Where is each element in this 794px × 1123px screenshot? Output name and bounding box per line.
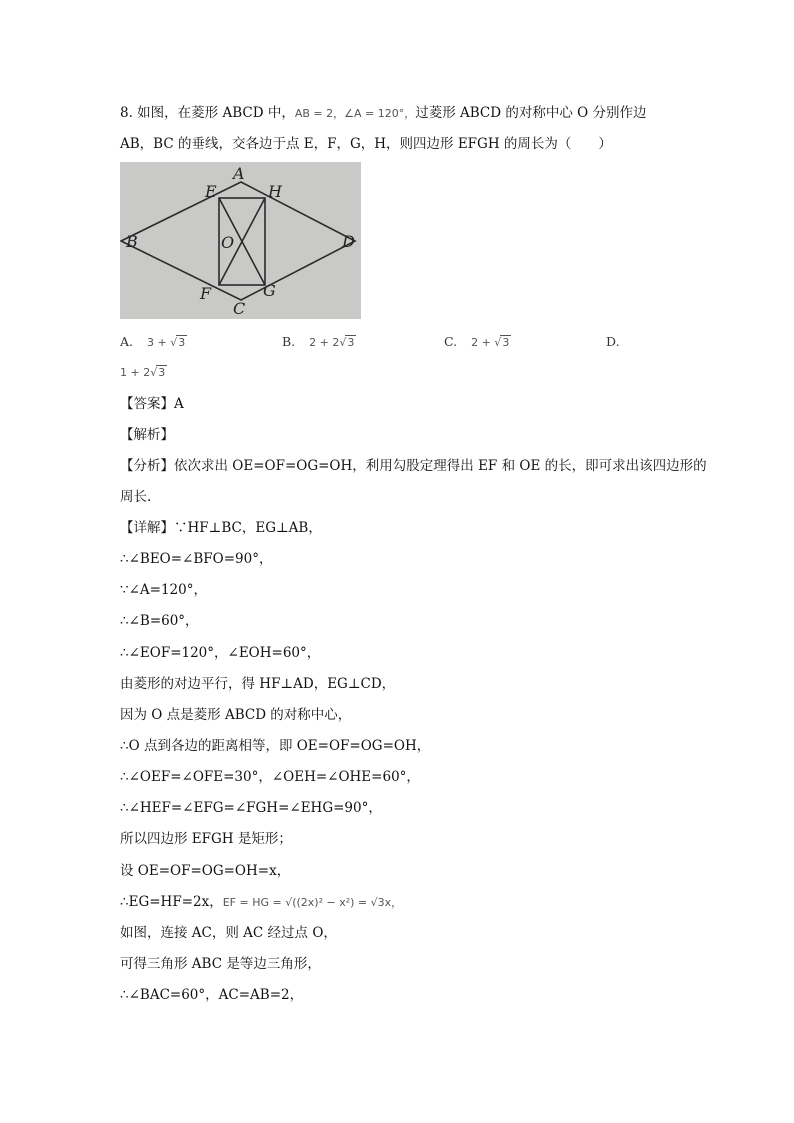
option-d-letter: D. bbox=[606, 334, 620, 349]
sqrt-icon: √ bbox=[170, 336, 178, 349]
question-line-1 bbox=[120, 103, 647, 124]
option-a[interactable] bbox=[120, 334, 187, 349]
detail-line-12: 设 OE=OF=OG=OH=x， bbox=[120, 863, 291, 879]
detail-line-2: ∴∠BEO=∠BFO=90°， bbox=[120, 551, 273, 567]
option-a-expr: 3 + bbox=[147, 336, 171, 349]
option-a-radicand: 3 bbox=[178, 336, 186, 349]
detail-line-4: ∴∠B=60°， bbox=[120, 613, 199, 629]
detail-line-11: 所以四边形 EFGH 是矩形； bbox=[120, 831, 292, 847]
option-c-letter: C. bbox=[444, 334, 458, 349]
detail-line-16: ∴∠BAC=60°，AC=AB=2， bbox=[120, 987, 304, 1003]
analysis-heading: 【解析】 bbox=[120, 427, 174, 443]
question-suffix: 过菱形 ABCD 的对称中心 O 分别作边 bbox=[415, 105, 647, 121]
rhombus-diagram bbox=[120, 162, 361, 319]
label-o: O bbox=[221, 233, 235, 252]
detail-line-14: 如图，连接 AC，则 AC 经过点 O， bbox=[120, 925, 337, 941]
detail-line-1: 【详解】∵HF⊥BC，EG⊥AB， bbox=[120, 520, 322, 536]
sqrt-icon: √ bbox=[339, 336, 347, 349]
sqrt-icon: √ bbox=[150, 366, 158, 379]
option-b-letter: B. bbox=[282, 334, 296, 349]
detail-line-7: 因为 O 点是菱形 ABCD 的对称中心， bbox=[120, 707, 352, 723]
label-a: A bbox=[233, 164, 245, 183]
detail-line-13 bbox=[120, 892, 402, 913]
option-d[interactable] bbox=[606, 334, 620, 349]
rhombus-figure bbox=[120, 162, 361, 319]
label-b: B bbox=[126, 232, 138, 251]
option-b-expr: 2 + 2 bbox=[309, 336, 340, 349]
option-d-expr: 1 + 2 bbox=[120, 366, 151, 379]
answer: 【答案】A bbox=[120, 396, 184, 412]
analysis-line-2: 周长. bbox=[120, 489, 152, 505]
label-g: G bbox=[263, 281, 276, 300]
detail-line-8: ∴O 点到各边的距离相等，即 OE=OF=OG=OH， bbox=[120, 738, 431, 754]
detail-line-5: ∴∠EOF=120°，∠EOH=60°， bbox=[120, 645, 321, 661]
detail-line-9: ∴∠OEF=∠OFE=30°，∠OEH=∠OHE=60°， bbox=[120, 769, 420, 785]
option-c-expr: 2 + bbox=[471, 336, 495, 349]
option-c[interactable] bbox=[444, 334, 511, 349]
detail-line-3: ∵∠A=120°， bbox=[120, 582, 207, 598]
option-d-expression bbox=[120, 364, 167, 379]
question-given-values: AB = 2，∠A = 120°， bbox=[294, 107, 416, 120]
detail-line-15: 可得三角形 ABC 是等边三角形， bbox=[120, 956, 321, 972]
option-b[interactable] bbox=[282, 334, 356, 349]
photo-background bbox=[120, 162, 361, 319]
question-prefix: 8. 如图，在菱形 ABCD 中， bbox=[120, 105, 295, 121]
option-b-radicand: 3 bbox=[347, 336, 355, 349]
question-line-2: AB，BC 的垂线，交各边于点 E，F，G，H，则四边形 EFGH 的周长为（ ） bbox=[120, 136, 612, 152]
option-d-radicand: 3 bbox=[158, 366, 166, 379]
label-c: C bbox=[233, 299, 246, 318]
option-c-radicand: 3 bbox=[502, 336, 510, 349]
label-d: D bbox=[342, 232, 355, 251]
detail-line-13-prefix: ∴EG=HF=2x， bbox=[120, 894, 223, 910]
detail-line-10: ∴∠HEF=∠EFG=∠FGH=∠EHG=90°， bbox=[120, 800, 382, 816]
label-e: E bbox=[205, 182, 217, 201]
analysis-line-1: 【分析】依次求出 OE=OF=OG=OH，利用勾股定理得出 EF 和 OE 的长，即可求出该四边形的 bbox=[120, 458, 707, 474]
sqrt-icon: √ bbox=[494, 336, 502, 349]
detail-line-13-formula: EF = HG = √((2x)² − x²) = √3x， bbox=[222, 896, 403, 909]
option-a-letter: A. bbox=[120, 334, 134, 349]
label-h: H bbox=[268, 182, 282, 201]
label-f: F bbox=[200, 284, 212, 303]
detail-line-6: 由菱形的对边平行，得 HF⊥AD，EG⊥CD， bbox=[120, 676, 396, 692]
